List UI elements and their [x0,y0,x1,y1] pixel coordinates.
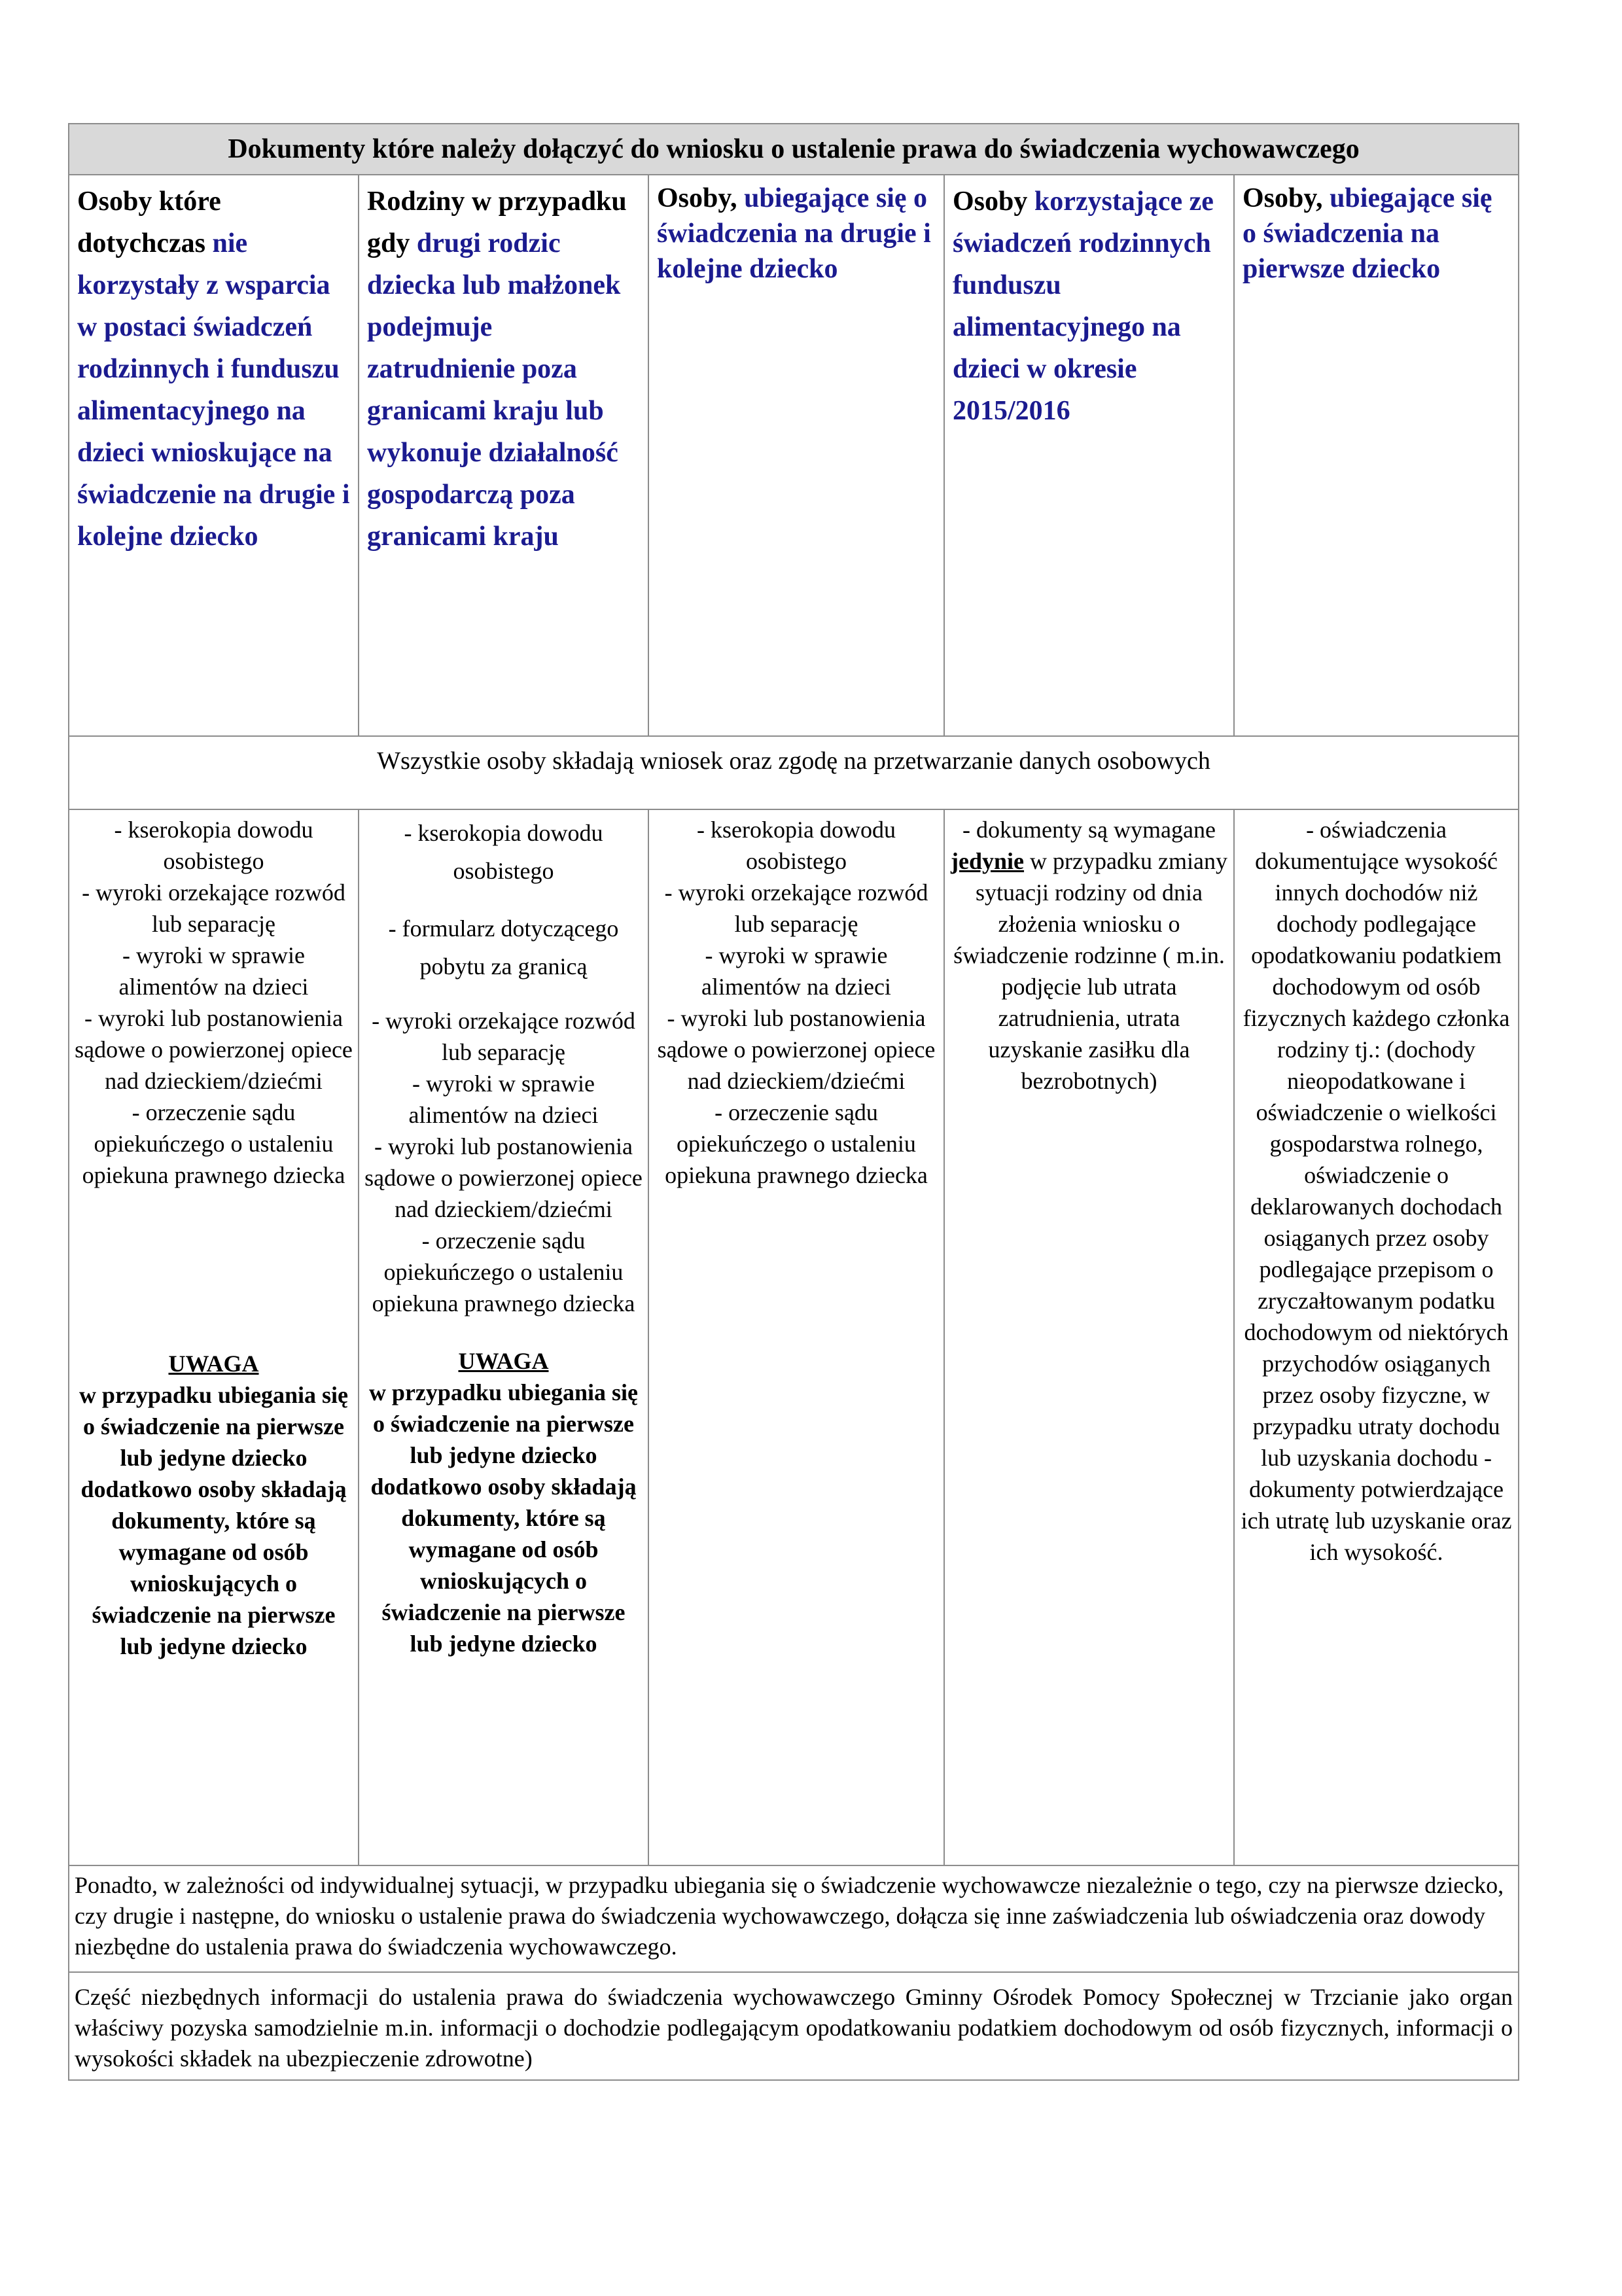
warning-heading: UWAGA [168,1351,259,1377]
column-header-2: Rodziny w przypadku gdy drugi rodzic dziecka lub małżonek podejmuje zatrudnienie poza granicami kraju lub wykonuje działalność gospodarczą poza granicami kraju [359,175,648,736]
documents-col-5 [1234,809,1519,1865]
documents-col-4 [944,809,1234,1865]
column-header-4: Osoby korzystające ze świadczeń rodzinnych funduszu alimentacyjnego na dzieci w okresie 2015/2016 [944,175,1234,736]
warning-text: w przypadku ubiegania się o świadczenie na pierwsze lub jedyne dziecko dodatkowo osoby składają dokumenty, które są wymagane od osób wnioskujących o świadczenie na pierwsze lub jedyne dziecko [368,1379,639,1657]
documents-col-2 [359,809,648,1865]
list-item: - wyroki orzekające rozwód lub separację [82,879,345,937]
warning-text: w przypadku ubiegania się o świadczenie na pierwsze lub jedyne dziecko dodatkowo osoby składają dokumenty, które są wymagane od osób wnioskujących o świadczenie na pierwsze lub jedyne dziecko [79,1382,349,1659]
documents-col-1 [69,809,359,1865]
list-item: - kserokopia dowodu osobistego [404,820,603,884]
list-item: - orzeczenie sądu opiekuńczego o ustaleniu opiekuna prawnego dziecka [372,1227,635,1316]
header-row [69,175,1519,736]
gops-information-note: Część niezbędnych informacji do ustalenia prawa do świadczenia wychowawczego Gminny Ośrodek Pomocy Społecznej w Trzcianie jako organ właściwy pozyska samodzielnie m.in. informacji o dochodzie podlegającym opodatkowaniu podatkiem dochodowym od osób fizycznych, informacji o wysokości składek na ubezpieczenie zdrowotne) [69,1972,1519,2080]
list-item: - formularz dotyczącego pobytu za granicą [388,915,619,980]
list-item: - wyroki orzekające rozwód lub separację [664,879,928,937]
additional-documents-note: Ponadto, w zależności od indywidualnej sytuacji, w przypadku ubiegania się o świadczenie wychowawcze niezależnie o tego, czy na pierwsze dziecko, czy drugie i następne, do wniosku o ustalenie prawa do świadczenia wychowawczego, dołącza się inne zaświadczenia lub oświadczenia oraz dowody niezbędne do ustalenia prawa do świadczenia wychowawczego. [69,1865,1519,1972]
list-item: - kserokopia dowodu osobistego [114,817,313,874]
documents-table [68,123,1519,2081]
column-header-3: Osoby, ubiegające się o świadczenia na drugie i kolejne dziecko [648,175,944,736]
documents-col-3 [648,809,944,1865]
list-item: - wyroki lub postanowienia sądowe o powierzonej opiece nad dzieckiem/dziećmi [75,1005,353,1094]
warning-block [75,1348,353,1662]
table-title: Dokumenty które należy dołączyć do wniosku o ustalenie prawa do świadczenia wychowawczego [69,124,1519,175]
list-item: - wyroki w sprawie alimentów na dzieci [118,942,309,1000]
warning-block [364,1345,643,1659]
list-item: - orzeczenie sądu opiekuńczego o ustaleniu opiekuna prawnego dziecka [82,1099,345,1188]
list-item: - wyroki w sprawie alimentów na dzieci [701,942,891,1000]
list-item: - wyroki lub postanowienia sądowe o powierzonej opiece nad dzieckiem/dziećmi [657,1005,936,1094]
list-item: - orzeczenie sądu opiekuńczego o ustaleniu opiekuna prawnego dziecka [665,1099,928,1188]
documents-row [69,809,1519,1865]
list-item: - oświadczenia dokumentujące wysokość innych dochodów niż dochody podlegające opodatkowaniu podatkiem dochodowym od osób fizycznych każdego członka rodziny tj.: (dochody nieopodatkowane i oświadczenie o wielkości gospodarstwa rolnego, oświadczenie o deklarowanych dochodach osiąganych przez osoby podlegające przepisom o zryczałtowanym podatku dochodowym od niektórych przychodów osiąganych przez osoby fizyczne, w przypadku utraty dochodu lub uzyskania dochodu - dokumenty potwierdzające ich utratę lub uzyskanie oraz ich wysokość. [1241,817,1512,1565]
list-item: - wyroki lub postanowienia sądowe o powierzonej opiece nad dzieckiem/dziećmi [364,1133,643,1222]
all-persons-note: Wszystkie osoby składają wniosek oraz zgodę na przetwarzanie danych osobowych [69,736,1519,809]
document-page [68,123,1518,2081]
list-item: - kserokopia dowodu osobistego [697,817,896,874]
list-item: - dokumenty są wymagane jedynie w przypadku zmiany sytuacji rodziny od dnia złożenia wniosku o świadczenie rodzinne ( m.in. podjęcie lub utrata zatrudnienia, utrata uzyskanie zasiłku dla bezrobotnych) [951,817,1227,1094]
warning-heading: UWAGA [458,1348,549,1374]
list-item: - wyroki w sprawie alimentów na dzieci [408,1070,599,1128]
column-header-1: Osoby które dotychczas nie korzystały z wsparcia w postaci świadczeń rodzinnych i funduszu alimentacyjnego na dzieci wnioskujące na świadczenie na drugie i kolejne dziecko [69,175,359,736]
column-header-5: Osoby, ubiegające się o świadczenia na pierwsze dziecko [1234,175,1519,736]
list-item: - wyroki orzekające rozwód lub separację [372,1008,635,1065]
